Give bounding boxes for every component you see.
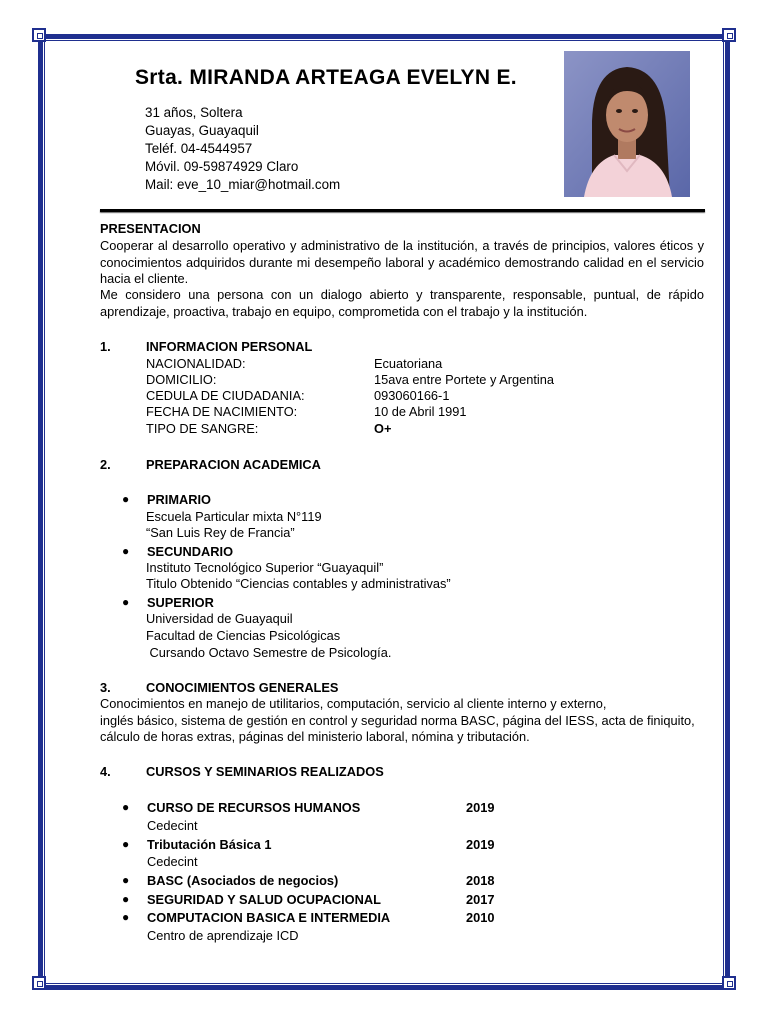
section-title: PREPARACION ACADEMICA [146, 457, 321, 472]
bullet-icon: ● [122, 837, 130, 851]
email: Mail: eve_10_miar@hotmail.com [145, 177, 341, 192]
applicant-name: Srta. MIRANDA ARTEAGA EVELYN E. [135, 66, 517, 89]
presentacion-title: PRESENTACION [100, 221, 201, 236]
education-detail: Escuela Particular mixta N°119 [146, 509, 322, 524]
course-year: 2018 [466, 873, 495, 888]
section-number: 2. [100, 457, 111, 472]
profile-photo [564, 51, 690, 197]
education-detail: “San Luis Rey de Francia” [146, 525, 295, 540]
section-number: 4. [100, 764, 111, 779]
location: Guayas, Guayaquil [145, 123, 259, 138]
corner-ornament [32, 976, 46, 990]
field-value: O+ [374, 421, 392, 436]
mobile: Móvil. 09-59874929 Claro [145, 159, 299, 174]
course-name: SEGURIDAD Y SALUD OCUPACIONAL [147, 892, 381, 907]
age-status: 31 años, Soltera [145, 105, 243, 120]
contact-block [145, 104, 340, 194]
knowledge-line: inglés básico, sistema de gestión en control y seguridad norma BASC, página del IESS, acta de finiquito, [100, 713, 695, 728]
education-detail: Facultad de Ciencias Psicológicas [146, 628, 341, 643]
corner-ornament [722, 976, 736, 990]
education-detail: Instituto Tecnológico Superior “Guayaquil” [146, 560, 384, 575]
course-year: 2010 [466, 910, 495, 925]
course-name: BASC (Asociados de negocios) [147, 873, 339, 888]
education-detail: Universidad de Guayaquil [146, 611, 293, 626]
field-label: CEDULA DE CIUDADANIA: [146, 388, 305, 403]
field-label: FECHA DE NACIMIENTO: [146, 404, 298, 419]
section-number: 3. [100, 680, 111, 695]
corner-ornament [32, 28, 46, 42]
field-value: 093060166-1 [374, 388, 450, 403]
section-number: 1. [100, 339, 111, 354]
course-provider: Cedecint [147, 854, 198, 869]
section-title: CURSOS Y SEMINARIOS REALIZADOS [146, 764, 384, 779]
course-name: CURSO DE RECURSOS HUMANOS [147, 800, 361, 815]
presentacion-paragraph-1: Cooperar al desarrollo operativo y administrativo de la institución, a través de principios, valores éticos y conocimientos adquiridos durante mi desempeño laboral y académico demostrando calidad en el servicio hacia el cliente. [100, 238, 704, 286]
course-provider: Centro de aprendizaje ICD [147, 928, 299, 943]
bullet-icon: ● [122, 873, 130, 887]
education-level: SECUNDARIO [147, 544, 234, 559]
presentacion-paragraph-2: Me considero una persona con un dialogo abierto y transparente, responsable, puntual, de rápido aprendizaje, proactiva, trabajo en equipo, comprometida con el trabajo y la institución. [100, 287, 704, 319]
course-provider: Cedecint [147, 818, 198, 833]
corner-ornament [722, 28, 736, 42]
bullet-icon: ● [122, 892, 130, 906]
field-value: Ecuatoriana [374, 356, 443, 371]
phone: Teléf. 04-4544957 [145, 141, 253, 156]
education-level: SUPERIOR [147, 595, 214, 610]
field-value: 10 de Abril 1991 [374, 404, 467, 419]
bullet-icon: ● [122, 595, 130, 609]
course-name: COMPUTACION BASICA E INTERMEDIA [147, 910, 391, 925]
bullet-icon: ● [122, 800, 130, 814]
course-year: 2017 [466, 892, 495, 907]
education-level: PRIMARIO [147, 492, 211, 507]
section-title: INFORMACION PERSONAL [146, 339, 313, 354]
knowledge-line: cálculo de horas extras, páginas del ministerio laboral, nómina y tributación. [100, 729, 530, 744]
bullet-icon: ● [122, 910, 130, 924]
field-label: TIPO DE SANGRE: [146, 421, 259, 436]
field-label: DOMICILIO: [146, 372, 217, 387]
course-year: 2019 [466, 800, 495, 815]
bullet-icon: ● [122, 544, 130, 558]
header-divider [100, 209, 705, 212]
bullet-icon: ● [122, 492, 130, 506]
section-title: CONOCIMIENTOS GENERALES [146, 680, 339, 695]
course-name: Tributación Básica 1 [147, 837, 272, 852]
field-value: 15ava entre Portete y Argentina [374, 372, 554, 387]
education-detail: Cursando Octavo Semestre de Psicología. [146, 645, 392, 660]
field-label: NACIONALIDAD: [146, 356, 246, 371]
education-detail: Titulo Obtenido “Ciencias contables y administrativas” [146, 576, 451, 591]
knowledge-line: Conocimientos en manejo de utilitarios, computación, servicio al cliente interno y externo, [100, 696, 607, 711]
course-year: 2019 [466, 837, 495, 852]
